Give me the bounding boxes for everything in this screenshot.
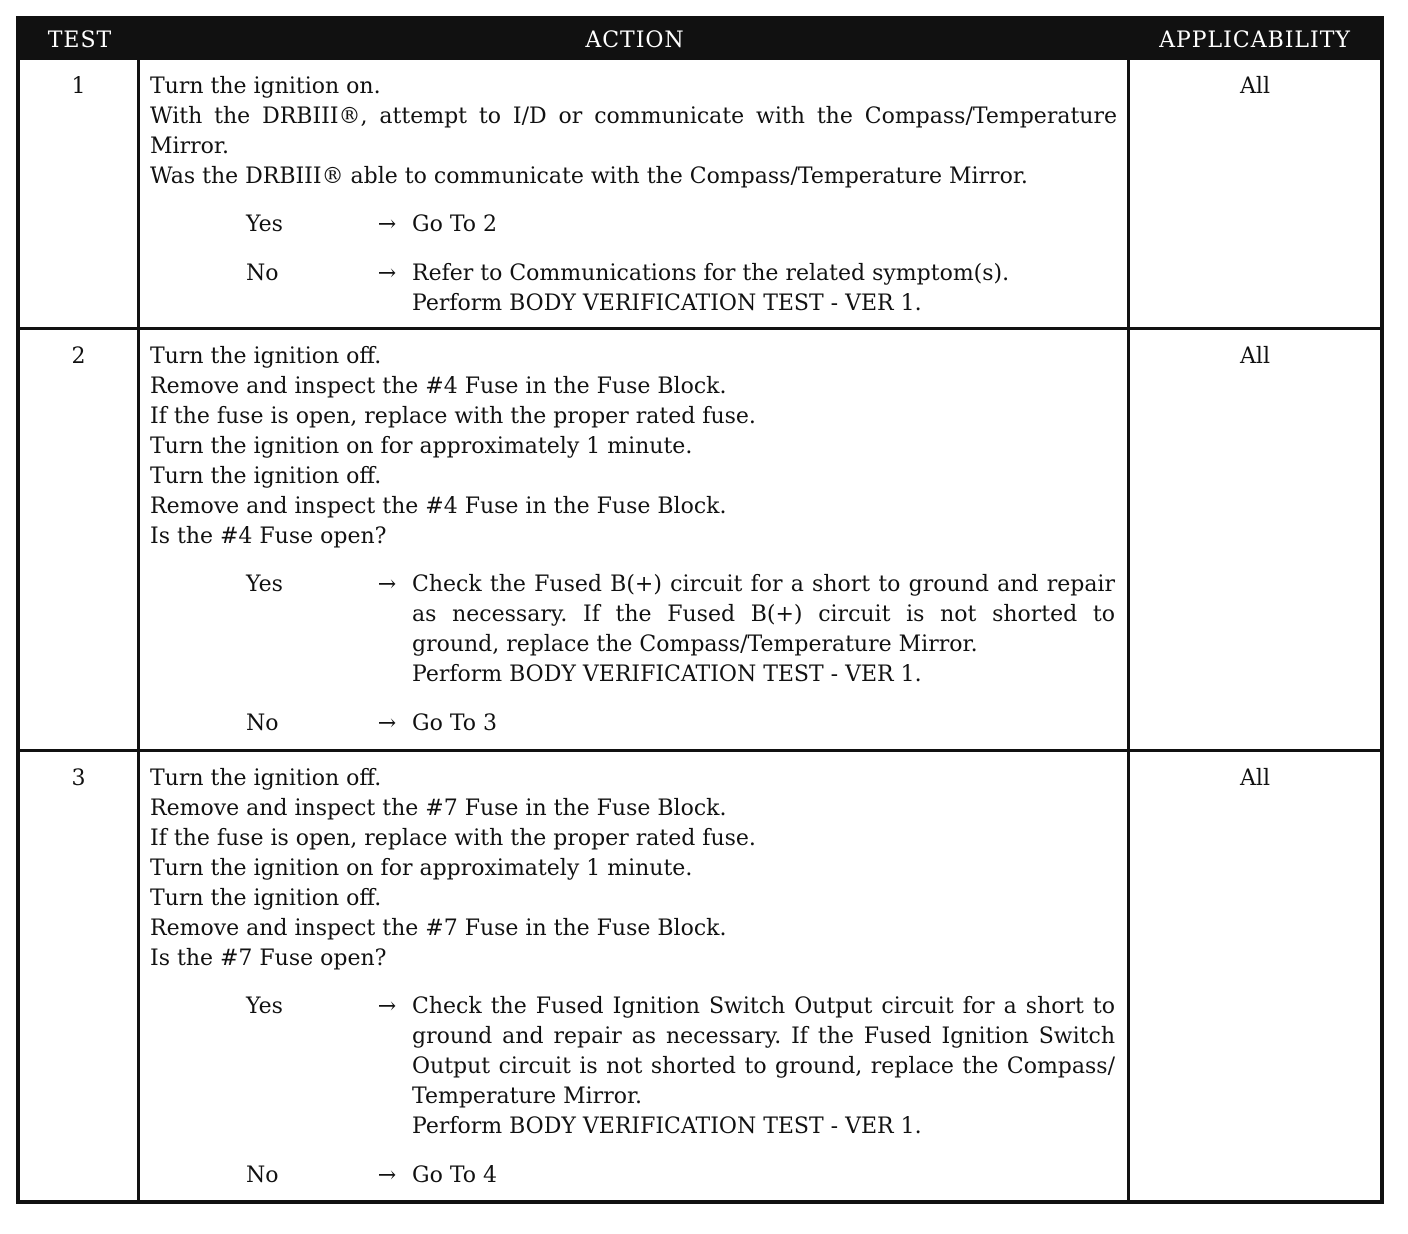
action-line: Turn the ignition off.: [150, 886, 382, 911]
diagnostic-table: [16, 16, 1384, 1204]
header-action: ACTION: [585, 27, 685, 53]
table-row: [20, 60, 1380, 330]
decision-no: [150, 1161, 1117, 1191]
decision-yes: [150, 992, 1117, 1142]
result-line: Perform BODY VERIFICATION TEST - VER 1.: [412, 662, 922, 687]
decision-block: [150, 570, 1117, 739]
decision-yes-result: [412, 570, 1117, 690]
action-line: With the DRBIII®, attempt to I/D or communicate with the Compass/Temperature Mirror.: [150, 104, 1117, 159]
decision-yes-label: Yes: [246, 572, 283, 597]
applicability-value: All: [1240, 344, 1270, 369]
result-line: Go To 4: [412, 1163, 498, 1188]
result-line: Refer to Communications for the related symptom(s).: [412, 261, 1010, 286]
result-line: Check the Fused B(+) circuit for a short to ground and repair as necessary. If the Fused B(+) circuit is not shorted to ground, replace the Compass/Temperature Mirror.: [412, 572, 1115, 657]
decision-yes-result: [412, 992, 1117, 1142]
arrow-right-icon: →: [377, 261, 397, 286]
action-line: Turn the ignition on for approximately 1 minute.: [150, 434, 693, 459]
header-test: TEST: [47, 27, 113, 53]
action-line: Turn the ignition off.: [150, 766, 382, 791]
arrow-right-icon: →: [377, 572, 397, 597]
table-row: [20, 330, 1380, 752]
action-line: Is the #7 Fuse open?: [150, 946, 387, 971]
header-applicability: APPLICABILITY: [1159, 27, 1351, 53]
table-body: [20, 60, 1380, 1200]
decision-yes-label: Yes: [246, 212, 283, 237]
test-number: 1: [20, 60, 140, 329]
action-cell: [140, 330, 1130, 749]
decision-block: [150, 210, 1117, 319]
action-line: Remove and inspect the #7 Fuse in the Fuse Block.: [150, 916, 727, 941]
action-line: Turn the ignition on.: [150, 74, 381, 99]
action-line: Turn the ignition off.: [150, 464, 382, 489]
decision-no-label: No: [246, 1163, 279, 1188]
arrow-right-icon: →: [377, 994, 397, 1019]
decision-no-result: [412, 709, 1117, 739]
decision-no-label: No: [246, 711, 279, 736]
action-line: Turn the ignition on for approximately 1 minute.: [150, 856, 693, 881]
arrow-right-icon: →: [377, 212, 397, 237]
arrow-right-icon: →: [377, 1163, 397, 1188]
test-number: 2: [20, 330, 140, 749]
table-header: [20, 20, 1380, 60]
result-line: Go To 2: [412, 212, 498, 237]
applicability-value: All: [1240, 74, 1270, 99]
action-line: Turn the ignition off.: [150, 344, 382, 369]
decision-no-result: [412, 1161, 1117, 1191]
decision-yes-label: Yes: [246, 994, 283, 1019]
decision-yes-result: [412, 210, 1117, 240]
decision-block: [150, 992, 1117, 1191]
action-line: If the fuse is open, replace with the proper rated fuse.: [150, 404, 756, 429]
arrow-right-icon: →: [377, 711, 397, 736]
decision-no-result: [412, 259, 1117, 319]
result-line: Go To 3: [412, 711, 498, 736]
decision-yes: [150, 570, 1117, 690]
decision-no-label: No: [246, 261, 279, 286]
result-line: Perform BODY VERIFICATION TEST - VER 1.: [412, 291, 922, 316]
action-line: Is the #4 Fuse open?: [150, 524, 387, 549]
table-row: [20, 752, 1380, 1200]
action-line: Was the DRBIII® able to communicate with the Compass/Temperature Mirror.: [150, 164, 1028, 189]
result-line: Perform BODY VERIFICATION TEST - VER 1.: [412, 1114, 922, 1139]
decision-no: [150, 259, 1117, 319]
test-number: 3: [20, 752, 140, 1201]
applicability-value: All: [1240, 766, 1270, 791]
action-line: Remove and inspect the #4 Fuse in the Fuse Block.: [150, 494, 727, 519]
action-line: If the fuse is open, replace with the proper rated fuse.: [150, 826, 756, 851]
decision-yes: [150, 210, 1117, 240]
result-line: Check the Fused Ignition Switch Output circuit for a short to ground and repair as necessary. If the Fused Ignition Switch Output circuit is not shorted to ground, replace the Compass/ Temperature Mirror.: [412, 994, 1115, 1109]
action-cell: [140, 60, 1130, 329]
action-line: Remove and inspect the #4 Fuse in the Fuse Block.: [150, 374, 727, 399]
action-cell: [140, 752, 1130, 1201]
decision-no: [150, 709, 1117, 739]
action-line: Remove and inspect the #7 Fuse in the Fuse Block.: [150, 796, 727, 821]
